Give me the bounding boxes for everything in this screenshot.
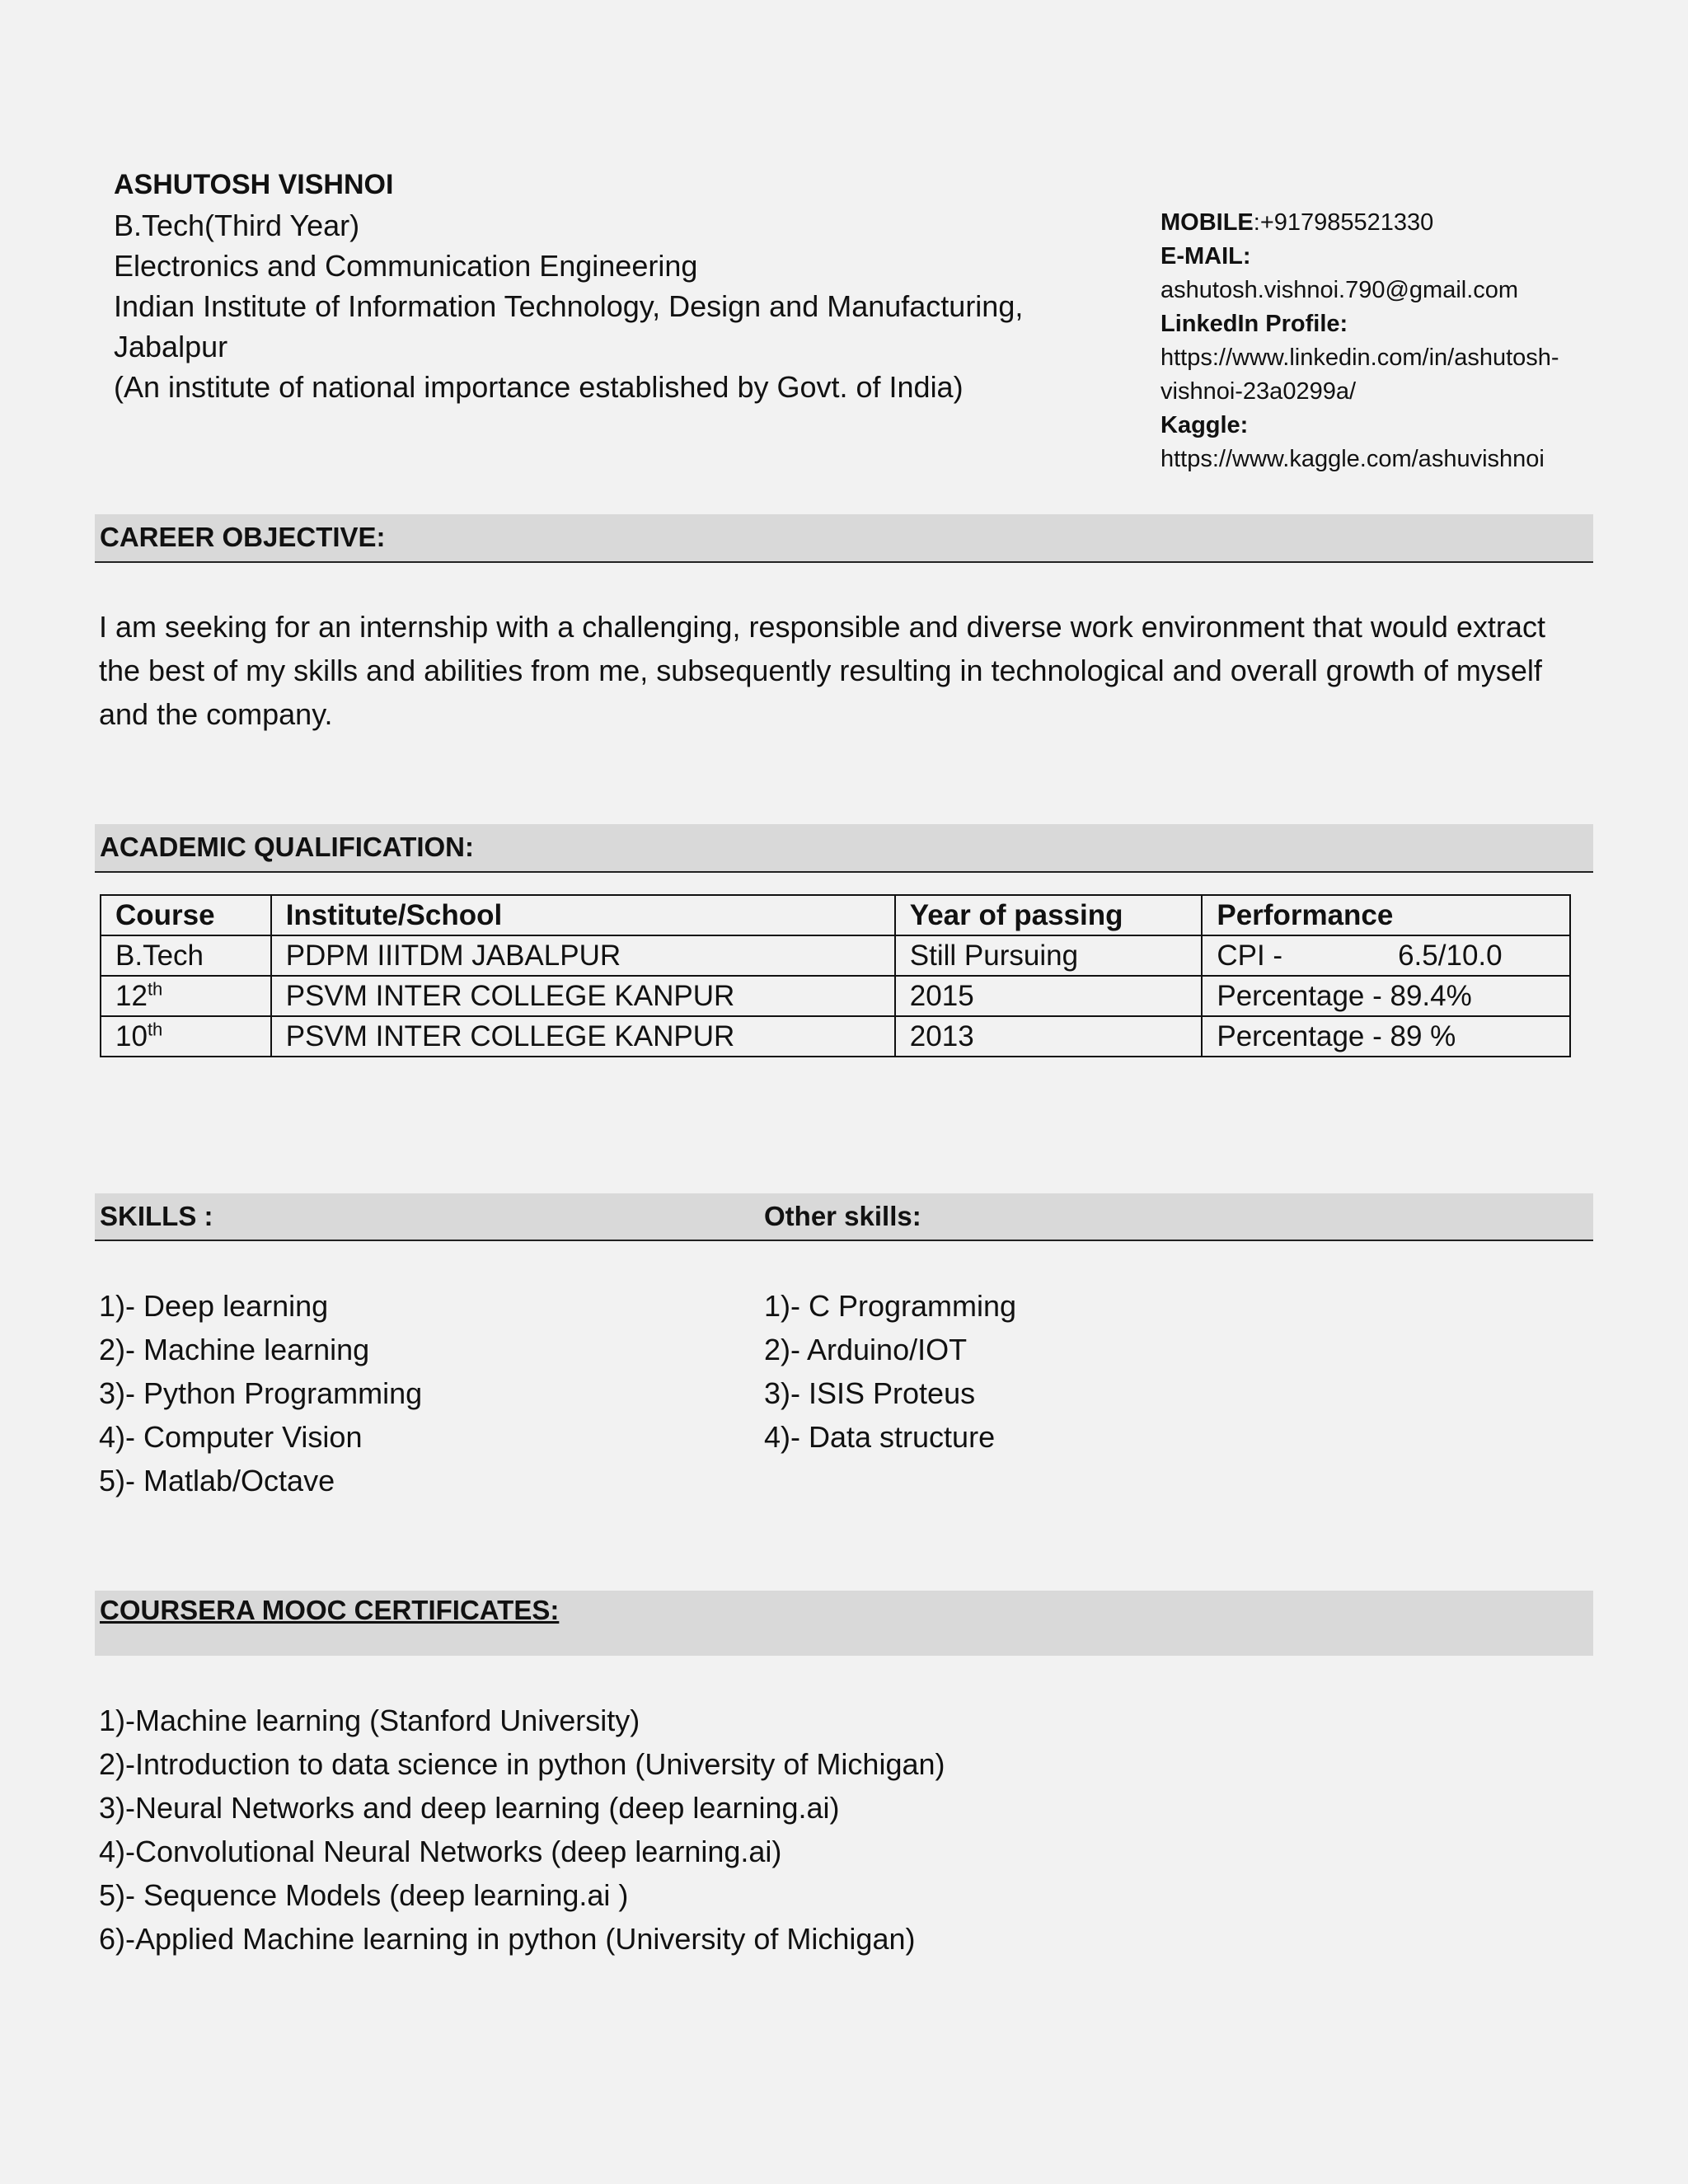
- list-item: 2)- Arduino/IOT: [764, 1333, 968, 1366]
- course-cell: [101, 976, 271, 1016]
- coursera-bar: [95, 1591, 1593, 1656]
- course-ordinal-suffix: th: [147, 978, 163, 1000]
- contact-block: [1160, 206, 1647, 476]
- list-item: 2)-Introduction to data science in python (University of Michigan): [99, 1747, 945, 1781]
- branch-line: Electronics and Communication Engineering: [114, 249, 698, 283]
- career-objective-text: I am seeking for an internship with a challenging, responsible and diverse work environment that would extract the best of my skills and abilities from me, subsequently resulting in technological and overall growth of myself and the company.: [99, 610, 1545, 731]
- institute-note-line: (An institute of national importance established by Govt. of India): [114, 370, 964, 404]
- performance-value: 6.5/10.0: [1398, 940, 1503, 972]
- list-item: 5)- Sequence Models (deep learning.ai ): [99, 1878, 629, 1912]
- performance-cell: [1202, 935, 1570, 976]
- academic-table: [100, 894, 1571, 1057]
- other-skills-title: Other skills:: [764, 1201, 921, 1231]
- course-text: 12: [115, 980, 148, 1012]
- career-objective-bar: [95, 514, 1593, 563]
- course-ordinal-suffix: th: [147, 1019, 163, 1040]
- coursera-title: COURSERA MOOC CERTIFICATES:: [100, 1595, 560, 1625]
- kaggle-url[interactable]: https://www.kaggle.com/ashuvishnoi: [1160, 446, 1545, 472]
- table-row: [101, 1016, 1570, 1057]
- degree-line: B.Tech(Third Year): [114, 209, 360, 242]
- course-text: B.Tech: [115, 940, 204, 972]
- list-item: 1)- Deep learning: [99, 1289, 329, 1323]
- institute-line: Indian Institute of Information Technology, Design and Manufacturing,: [114, 289, 1024, 323]
- mobile-line: [1160, 206, 1647, 240]
- list-item: 6)-Applied Machine learning in python (University of Michigan): [99, 1922, 916, 1956]
- performance-cell: Percentage - 89.4%: [1202, 976, 1570, 1016]
- course-cell: [101, 1016, 271, 1057]
- list-item: 4)- Data structure: [764, 1420, 996, 1454]
- career-objective-title: CAREER OBJECTIVE:: [100, 522, 386, 552]
- list-item: 3)- Python Programming: [99, 1376, 423, 1410]
- col-header-course: Course: [101, 895, 271, 935]
- linkedin-label: LinkedIn Profile:: [1160, 311, 1348, 337]
- list-item: 2)- Machine learning: [99, 1333, 370, 1366]
- linkedin-url-line2[interactable]: vishnoi-23a0299a/: [1160, 378, 1357, 405]
- course-text: 10: [115, 1020, 148, 1052]
- skills-title: SKILLS :: [100, 1201, 213, 1231]
- mobile-label: MOBILE: [1160, 209, 1254, 236]
- skills-bar: [95, 1193, 1593, 1241]
- list-item: 4)-Convolutional Neural Networks (deep learning.ai): [99, 1835, 782, 1868]
- linkedin-url-line1[interactable]: https://www.linkedin.com/in/ashutosh-: [1160, 344, 1559, 371]
- performance-cell: Percentage - 89 %: [1202, 1016, 1570, 1057]
- email-label: E-MAIL:: [1160, 243, 1251, 269]
- institute-cell: PSVM INTER COLLEGE KANPUR: [271, 976, 895, 1016]
- year-cell: 2013: [895, 1016, 1203, 1057]
- col-header-institute: Institute/School: [271, 895, 895, 935]
- academic-qualification-bar: [95, 824, 1593, 873]
- list-item: 3)-Neural Networks and deep learning (deep learning.ai): [99, 1791, 840, 1825]
- table-row: [101, 976, 1570, 1016]
- year-cell: Still Pursuing: [895, 935, 1203, 976]
- header-block: [114, 165, 1103, 407]
- institute-cell: PSVM INTER COLLEGE KANPUR: [271, 1016, 895, 1057]
- other-skills-list: [764, 1284, 1016, 1459]
- coursera-list: [99, 1699, 945, 1961]
- list-item: 3)- ISIS Proteus: [764, 1376, 976, 1410]
- list-item: 5)- Matlab/Octave: [99, 1464, 335, 1497]
- candidate-name: ASHUTOSH VISHNOI: [114, 169, 394, 200]
- list-item: 1)-Machine learning (Stanford University): [99, 1704, 640, 1737]
- course-cell: [101, 935, 271, 976]
- table-header-row: [101, 895, 1570, 935]
- list-item: 4)- Computer Vision: [99, 1420, 363, 1454]
- col-header-year: Year of passing: [895, 895, 1203, 935]
- email-value[interactable]: ashutosh.vishnoi.790@gmail.com: [1160, 277, 1519, 303]
- col-header-performance: Performance: [1202, 895, 1570, 935]
- mobile-value: :+917985521330: [1253, 209, 1434, 236]
- institute-cell: PDPM IIITDM JABALPUR: [271, 935, 895, 976]
- performance-label: CPI -: [1217, 940, 1283, 972]
- academic-qualification-title: ACADEMIC QUALIFICATION:: [100, 832, 475, 862]
- institute-city-line: Jabalpur: [114, 330, 228, 363]
- kaggle-label: Kaggle:: [1160, 412, 1249, 438]
- year-cell: 2015: [895, 976, 1203, 1016]
- skills-list: [99, 1284, 422, 1502]
- table-row: [101, 935, 1570, 976]
- list-item: 1)- C Programming: [764, 1289, 1017, 1323]
